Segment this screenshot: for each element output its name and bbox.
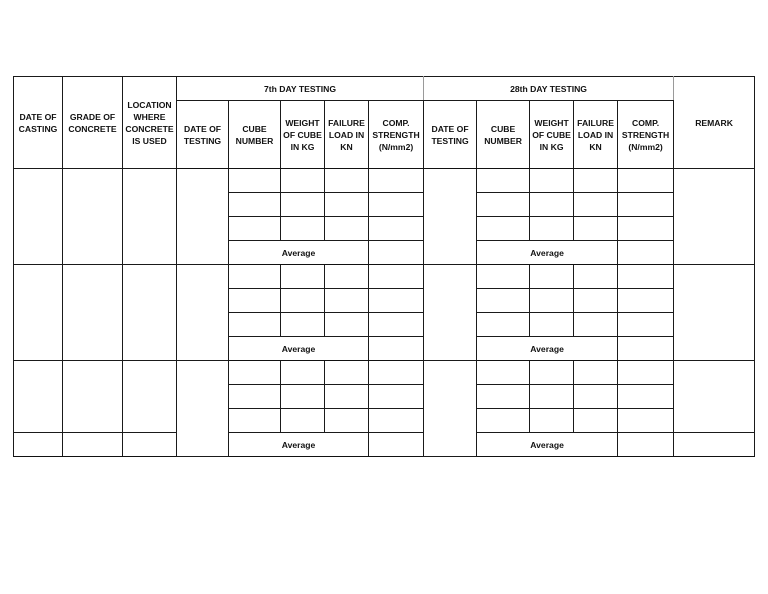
cell-28d-comp-strength[interactable] xyxy=(618,289,674,313)
header-28d-failure-load: FAILURE LOAD IN KN xyxy=(574,101,618,169)
cell-28d-failure-load[interactable] xyxy=(574,217,618,241)
average-label-28d: Average xyxy=(477,433,618,457)
cell-7d-weight[interactable] xyxy=(281,289,325,313)
cell-7d-comp-strength[interactable] xyxy=(369,289,424,313)
cell-7d-comp-strength[interactable] xyxy=(369,409,424,433)
cell-28d-cube-number[interactable] xyxy=(477,385,530,409)
cell-28d-comp-strength[interactable] xyxy=(618,361,674,385)
cell-28d-weight[interactable] xyxy=(530,265,574,289)
cell-28d-weight[interactable] xyxy=(530,169,574,193)
header-28th-day-testing: 28th DAY TESTING xyxy=(424,77,674,101)
cell-7d-cube-number[interactable] xyxy=(229,313,281,337)
header-grade-of-concrete: GRADE OF CONCRETE xyxy=(63,77,123,169)
cell-date-of-casting-extra[interactable] xyxy=(14,433,63,457)
cell-remark[interactable] xyxy=(674,169,755,265)
cell-7d-comp-strength[interactable] xyxy=(369,193,424,217)
cell-28d-date-of-testing[interactable] xyxy=(424,265,477,361)
cell-7d-cube-number[interactable] xyxy=(229,289,281,313)
header-28d-weight: WEIGHT OF CUBE IN KG xyxy=(530,101,574,169)
average-label-28d: Average xyxy=(477,337,618,361)
cell-28d-average-strength[interactable] xyxy=(618,433,674,457)
cell-28d-weight[interactable] xyxy=(530,289,574,313)
cell-28d-cube-number[interactable] xyxy=(477,361,530,385)
cell-28d-failure-load[interactable] xyxy=(574,313,618,337)
cell-7d-comp-strength[interactable] xyxy=(369,361,424,385)
cell-28d-average-strength[interactable] xyxy=(618,337,674,361)
cell-28d-failure-load[interactable] xyxy=(574,265,618,289)
cell-28d-comp-strength[interactable] xyxy=(618,193,674,217)
cell-7d-comp-strength[interactable] xyxy=(369,217,424,241)
cell-7d-failure-load[interactable] xyxy=(325,385,369,409)
cell-7d-comp-strength[interactable] xyxy=(369,169,424,193)
cell-28d-comp-strength[interactable] xyxy=(618,217,674,241)
cell-7d-failure-load[interactable] xyxy=(325,361,369,385)
cell-grade-of-concrete[interactable] xyxy=(63,361,123,433)
header-28d-cube-number: CUBE NUMBER xyxy=(477,101,530,169)
cell-7d-cube-number[interactable] xyxy=(229,193,281,217)
cell-28d-failure-load[interactable] xyxy=(574,289,618,313)
cell-28d-cube-number[interactable] xyxy=(477,289,530,313)
average-label-7d: Average xyxy=(229,337,369,361)
header-7th-day-testing: 7th DAY TESTING xyxy=(177,77,424,101)
cell-grade-of-concrete-extra[interactable] xyxy=(63,433,123,457)
cell-28d-comp-strength[interactable] xyxy=(618,169,674,193)
cell-7d-weight[interactable] xyxy=(281,169,325,193)
average-label-7d: Average xyxy=(229,241,369,265)
cell-28d-weight[interactable] xyxy=(530,313,574,337)
cell-28d-weight[interactable] xyxy=(530,193,574,217)
cell-location[interactable] xyxy=(123,169,177,265)
cell-28d-cube-number[interactable] xyxy=(477,193,530,217)
header-7d-comp-strength: COMP. STRENGTH (N/mm2) xyxy=(369,101,424,169)
header-28d-date-of-testing: DATE OF TESTING xyxy=(424,101,477,169)
cell-location[interactable] xyxy=(123,265,177,361)
header-7d-date-of-testing: DATE OF TESTING xyxy=(177,101,229,169)
cell-28d-weight[interactable] xyxy=(530,409,574,433)
cell-7d-comp-strength[interactable] xyxy=(369,265,424,289)
cell-7d-average-strength[interactable] xyxy=(369,433,424,457)
cell-28d-failure-load[interactable] xyxy=(574,361,618,385)
cell-7d-weight[interactable] xyxy=(281,193,325,217)
cell-grade-of-concrete[interactable] xyxy=(63,169,123,265)
cell-7d-comp-strength[interactable] xyxy=(369,385,424,409)
cell-28d-date-of-testing[interactable] xyxy=(424,361,477,457)
cell-28d-date-of-testing[interactable] xyxy=(424,169,477,265)
cell-7d-weight[interactable] xyxy=(281,409,325,433)
cell-location-extra[interactable] xyxy=(123,433,177,457)
cell-28d-cube-number[interactable] xyxy=(477,169,530,193)
cell-28d-comp-strength[interactable] xyxy=(618,409,674,433)
cell-7d-cube-number[interactable] xyxy=(229,169,281,193)
cell-28d-failure-load[interactable] xyxy=(574,193,618,217)
cell-28d-weight[interactable] xyxy=(530,217,574,241)
cell-7d-comp-strength[interactable] xyxy=(369,313,424,337)
cell-28d-cube-number[interactable] xyxy=(477,313,530,337)
cell-7d-failure-load[interactable] xyxy=(325,265,369,289)
cell-7d-weight[interactable] xyxy=(281,385,325,409)
cell-7d-weight[interactable] xyxy=(281,361,325,385)
header-date-of-casting: DATE OF CASTING xyxy=(14,77,63,169)
cell-28d-cube-number[interactable] xyxy=(477,217,530,241)
cell-28d-weight[interactable] xyxy=(530,361,574,385)
header-7d-cube-number: CUBE NUMBER xyxy=(229,101,281,169)
cell-28d-comp-strength[interactable] xyxy=(618,313,674,337)
cell-7d-date-of-testing[interactable] xyxy=(177,265,229,361)
cell-7d-failure-load[interactable] xyxy=(325,193,369,217)
cell-date-of-casting[interactable] xyxy=(14,169,63,265)
cell-remark[interactable] xyxy=(674,265,755,361)
cell-7d-date-of-testing[interactable] xyxy=(177,361,229,457)
cell-7d-cube-number[interactable] xyxy=(229,361,281,385)
cell-7d-cube-number[interactable] xyxy=(229,217,281,241)
header-7d-failure-load: FAILURE LOAD IN KN xyxy=(325,101,369,169)
average-label-7d: Average xyxy=(229,433,369,457)
cell-28d-cube-number[interactable] xyxy=(477,265,530,289)
cell-28d-failure-load[interactable] xyxy=(574,169,618,193)
concrete-cube-test-register xyxy=(13,76,755,457)
cell-location[interactable] xyxy=(123,361,177,433)
cell-7d-failure-load[interactable] xyxy=(325,289,369,313)
cube-test-table xyxy=(13,76,755,457)
header-location: LOCATION WHERE CONCRETE IS USED xyxy=(123,77,177,169)
cell-28d-comp-strength[interactable] xyxy=(618,385,674,409)
cell-28d-failure-load[interactable] xyxy=(574,409,618,433)
cell-7d-failure-load[interactable] xyxy=(325,409,369,433)
cell-28d-average-strength[interactable] xyxy=(618,241,674,265)
cell-7d-weight[interactable] xyxy=(281,313,325,337)
cell-7d-cube-number[interactable] xyxy=(229,409,281,433)
cell-7d-cube-number[interactable] xyxy=(229,265,281,289)
cell-7d-failure-load[interactable] xyxy=(325,217,369,241)
cell-date-of-casting[interactable] xyxy=(14,265,63,361)
header-remark: REMARK xyxy=(674,77,755,169)
cell-7d-date-of-testing[interactable] xyxy=(177,169,229,265)
cell-7d-failure-load[interactable] xyxy=(325,313,369,337)
cell-7d-average-strength[interactable] xyxy=(369,241,424,265)
header-28d-comp-strength: COMP. STRENGTH (N/mm2) xyxy=(618,101,674,169)
cell-grade-of-concrete[interactable] xyxy=(63,265,123,361)
cell-date-of-casting[interactable] xyxy=(14,361,63,433)
cell-28d-weight[interactable] xyxy=(530,385,574,409)
cell-28d-failure-load[interactable] xyxy=(574,385,618,409)
cell-7d-cube-number[interactable] xyxy=(229,385,281,409)
cell-7d-weight[interactable] xyxy=(281,217,325,241)
header-7d-weight: WEIGHT OF CUBE IN KG xyxy=(281,101,325,169)
cell-remark[interactable] xyxy=(674,361,755,433)
cell-7d-failure-load[interactable] xyxy=(325,169,369,193)
cell-7d-average-strength[interactable] xyxy=(369,337,424,361)
average-label-28d: Average xyxy=(477,241,618,265)
cell-7d-weight[interactable] xyxy=(281,265,325,289)
cell-28d-comp-strength[interactable] xyxy=(618,265,674,289)
cell-28d-cube-number[interactable] xyxy=(477,409,530,433)
cell-remark-extra[interactable] xyxy=(674,433,755,457)
